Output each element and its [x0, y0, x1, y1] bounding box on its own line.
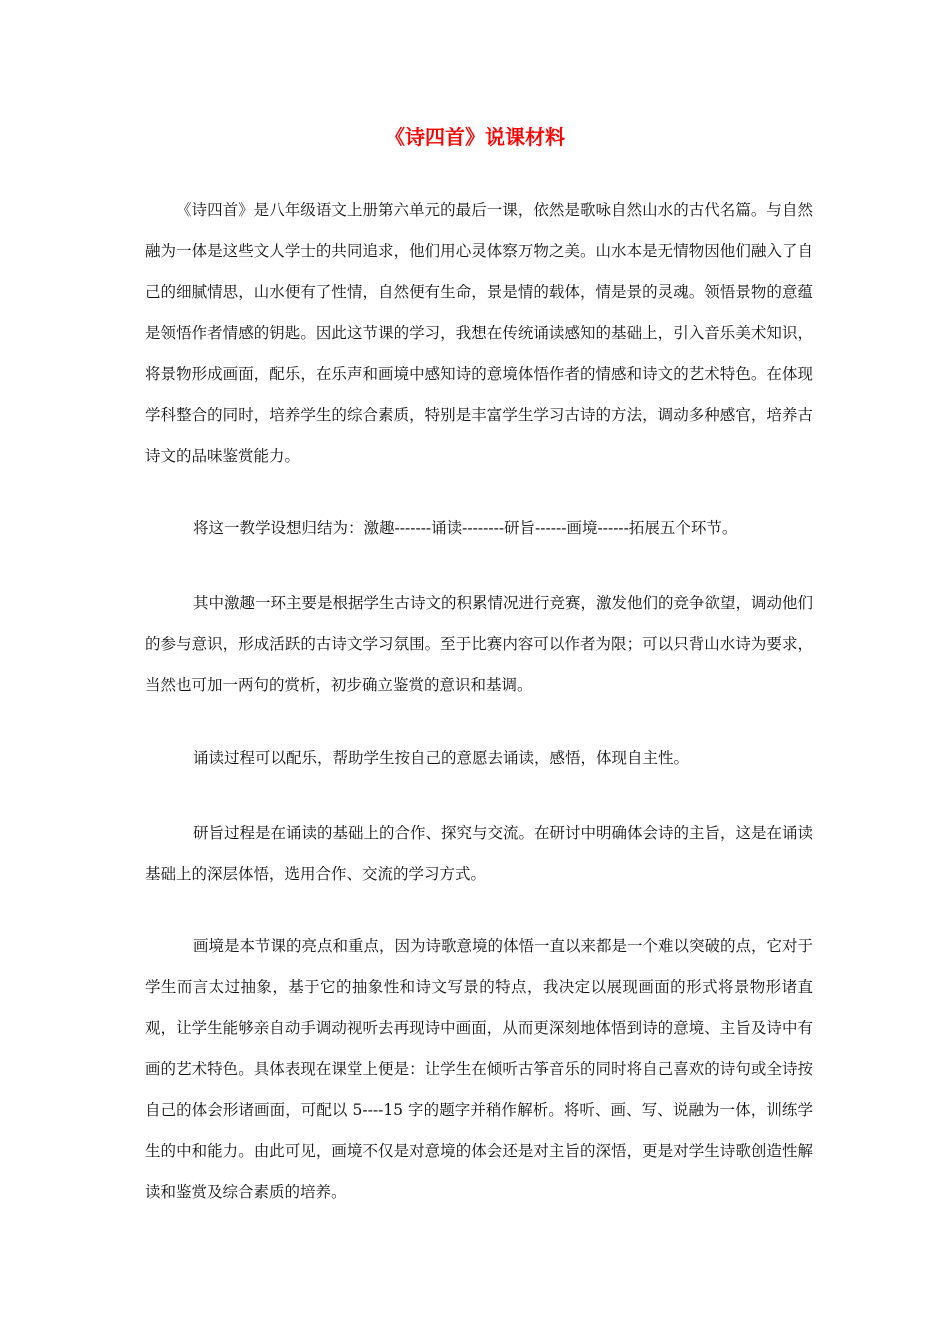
paragraph-stimulate-interest: 其中激趣一环主要是根据学生古诗文的积累情况进行竞赛，激发他们的竞争欲望，调动他们的参与意识，形成活跃的古诗文学习氛围。至于比赛内容可以作者为限；可以只背山水诗为要求，当然也可加一两句的赏析，初步确立鉴赏的意识和基调。: [145, 594, 814, 694]
document-title: 《诗四首》说课材料: [385, 125, 565, 149]
paragraph-introduction: 《诗四首》是八年级语文上册第六单元的最后一课，依然是歌咏自然山水的古代名篇。与自然融为一体是这些文人学士的共同追求，他们用心灵体察万物之美。山水本是无情物因他们融入了自己的细腻情思，山水便有了性情，自然便有生命，景是情的载体，情是景的灵魂。领悟景物的意蕴是领悟作者情感的钥匙。因此这节课的学习，我想在传统诵读感知的基础上，引入音乐美术知识，将景物形成画面，配乐，在乐声和画境中感知诗的意境体悟作者的情感和诗文的艺术特色。在体现学科整合的同时，培养学生的综合素质，特别是丰富学生学习古诗的方法，调动多种感官，培养古诗文的品味鉴赏能力。: [145, 201, 813, 465]
paragraph-study-theme: 研旨过程是在诵读的基础上的合作、探究与交流。在研讨中明确体会诗的主旨，这是在诵读基础上的深层体悟，选用合作、交流的学习方式。: [145, 824, 814, 883]
paragraph-painting-scene: 画境是本节课的亮点和重点，因为诗歌意境的体悟一直以来都是一个难以突破的点，它对于学生而言太过抽象，基于它的抽象性和诗文写景的特点，我决定以展现画面的形式将景物形诸直观，让学生能够亲自动手调动视听去再现诗中画面，从而更深刻地体悟到诗的意境、主旨及诗中有画的艺术特色。具体表现在课堂上便是：让学生在倾听古筝音乐的同时将自己喜欢的诗句或全诗按自己的体会形诸画面，可配以 5----15 字的题字并稍作解析。将听、画、写、说融为一体，训练学生的中和能力。由此可见，画境不仅是对意境的体会还是对主旨的深悟，更是对学生诗歌创造性解读和鉴赏及综合素质的培养。: [145, 937, 814, 1201]
paragraph-teaching-steps: 将这一教学设想归结为：激趣-------诵读--------研旨------画境------拓展五个环节。: [193, 519, 738, 537]
paragraph-recitation: 诵读过程可以配乐，帮助学生按自己的意愿去诵读，感悟，体现自主性。: [193, 749, 690, 767]
